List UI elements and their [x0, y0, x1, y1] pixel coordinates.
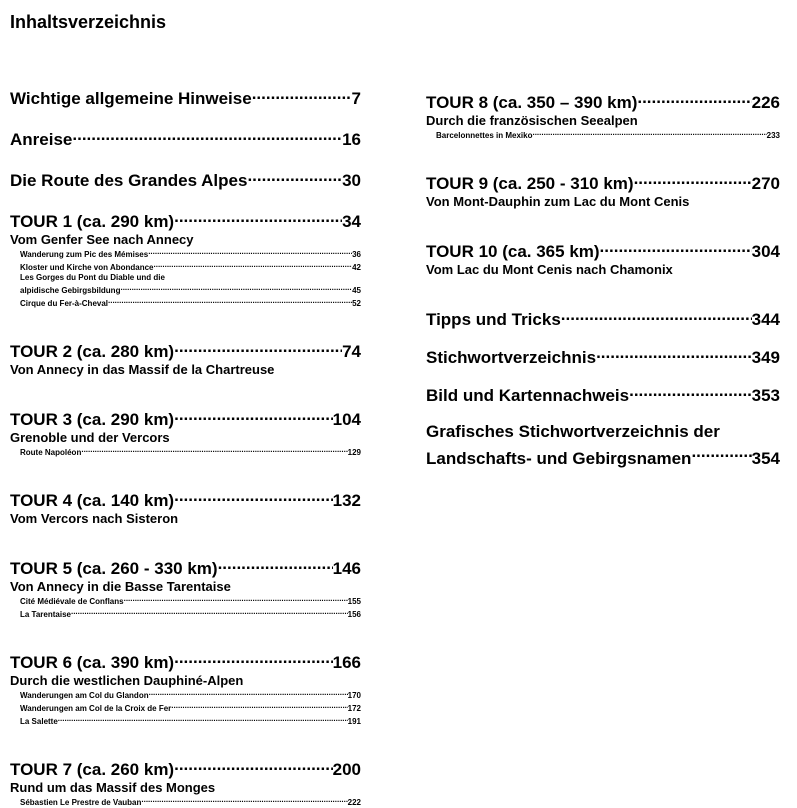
- subentry-title-line1: Les Gorges du Pont du Diable und die: [20, 273, 165, 282]
- dot-leader: [120, 283, 352, 293]
- entry-page: 74: [342, 342, 361, 361]
- entry-page: 354: [751, 449, 780, 468]
- subentry-page: 36: [352, 250, 361, 259]
- subentry-title: Wanderungen am Col de la Croix de Fer: [20, 704, 172, 713]
- entry-page: 34: [342, 212, 361, 231]
- entry-subtitle: Von Mont-Dauphin zum Lac du Mont Cenis: [426, 194, 690, 209]
- entry-title: TOUR 4 (ca. 140 km): [10, 491, 175, 510]
- dot-leader: [174, 486, 333, 506]
- dot-leader: [174, 648, 333, 668]
- toc-subentry[interactable]: [10, 445, 361, 458]
- dot-leader: [148, 247, 352, 257]
- entry-title: TOUR 10 (ca. 365 km): [426, 242, 600, 261]
- entry-subtitle: Durch die westlichen Dauphiné-Alpen: [10, 673, 244, 688]
- toc-entry-tour8[interactable]: [426, 88, 780, 141]
- entry-title: Die Route des Grandes Alpes: [10, 171, 248, 190]
- dot-leader: [532, 128, 766, 138]
- entry-subtitle: Durch die französischen Seealpen: [426, 113, 638, 128]
- subentry-page: 156: [347, 610, 361, 619]
- subentry-title: Route Napoléon: [20, 448, 82, 457]
- toc-subentry[interactable]: [10, 795, 361, 808]
- subentry-page: 52: [352, 299, 361, 308]
- toc-left-column: [10, 84, 361, 808]
- entry-title: TOUR 8 (ca. 350 – 390 km): [426, 93, 638, 112]
- entry-subtitle: Von Annecy in die Basse Tarentaise: [10, 579, 231, 594]
- dot-leader: [691, 444, 751, 464]
- dot-leader: [154, 260, 353, 270]
- toc-subentry[interactable]: [10, 260, 361, 273]
- toc-entry-tour2[interactable]: [10, 337, 361, 377]
- toc-entry-tour7[interactable]: [10, 755, 361, 808]
- subentry-title: Cité Médiévale de Conflans: [20, 597, 124, 606]
- toc-subentry[interactable]: [10, 688, 361, 701]
- entry-page: 7: [351, 89, 361, 108]
- entry-subtitle: Grenoble und der Vercors: [10, 430, 170, 445]
- dot-leader: [149, 688, 348, 698]
- entry-page: 226: [751, 93, 780, 112]
- subentry-page: 233: [766, 131, 780, 140]
- entry-title: Tipps und Tricks: [426, 310, 561, 329]
- toc-entry-stichwort[interactable]: [426, 343, 780, 368]
- entry-subtitle: Rund um das Massif des Monges: [10, 780, 216, 795]
- subentry-title: La Tarentaise: [20, 610, 71, 619]
- dot-leader: [218, 554, 333, 574]
- toc-entry-tour5[interactable]: [10, 554, 361, 620]
- toc-subentry[interactable]: [10, 701, 361, 714]
- entry-subtitle: Vom Vercors nach Sisteron: [10, 511, 179, 526]
- entry-page: 353: [751, 386, 780, 405]
- entry-title: TOUR 9 (ca. 250 - 310 km): [426, 174, 634, 193]
- entry-title: Bild und Kartennachweis: [426, 386, 630, 405]
- toc-subentry[interactable]: [10, 296, 361, 309]
- dot-leader: [171, 701, 347, 711]
- toc-entry-tour10[interactable]: [426, 237, 780, 277]
- dot-leader: [141, 795, 347, 805]
- toc-entry-tour4[interactable]: [10, 486, 361, 526]
- entry-page: 270: [751, 174, 780, 193]
- dot-leader: [58, 714, 348, 724]
- subentry-title: Barcelonnettes in Mexiko: [436, 131, 533, 140]
- entry-page: 132: [332, 491, 361, 510]
- entry-page: 200: [332, 760, 361, 779]
- subentry-page: 172: [347, 704, 361, 713]
- entry-title: TOUR 3 (ca. 290 km): [10, 410, 175, 429]
- toc-entry-anreise[interactable]: [10, 125, 361, 150]
- toc-entry-tour1[interactable]: [10, 207, 361, 309]
- entry-title: TOUR 5 (ca. 260 - 330 km): [10, 559, 218, 578]
- toc-entry-tipps[interactable]: [426, 305, 780, 330]
- dot-leader: [247, 166, 342, 186]
- entry-title: Stichwortverzeichnis: [426, 348, 597, 367]
- subentry-title: Wanderungen am Col du Glandon: [20, 691, 149, 700]
- subentry-title: La Salette: [20, 717, 58, 726]
- entry-page: 16: [342, 130, 361, 149]
- toc-subentry[interactable]: [10, 283, 361, 296]
- entry-title: TOUR 1 (ca. 290 km): [10, 212, 175, 231]
- toc-subentry[interactable]: [10, 714, 361, 727]
- subentry-page: 191: [347, 717, 361, 726]
- toc-right-column: [426, 88, 780, 471]
- dot-leader: [71, 607, 348, 617]
- dot-leader: [252, 84, 352, 104]
- subentry-page: 45: [352, 286, 361, 295]
- entry-title: Anreise: [10, 130, 73, 149]
- subentry-page: 222: [347, 798, 361, 807]
- dot-leader: [174, 337, 342, 357]
- toc-entry-hinweise[interactable]: [10, 84, 361, 109]
- entry-page: 166: [332, 653, 361, 672]
- toc-entry-bild[interactable]: [426, 381, 780, 406]
- entry-subtitle: Vom Lac du Mont Cenis nach Chamonix: [426, 262, 673, 277]
- toc-entry-tour3[interactable]: [10, 405, 361, 458]
- dot-leader: [634, 169, 752, 189]
- toc-entry-tour6[interactable]: [10, 648, 361, 727]
- dot-leader: [596, 343, 752, 363]
- entry-title: TOUR 6 (ca. 390 km): [10, 653, 175, 672]
- entry-page: 344: [751, 310, 780, 329]
- entry-title: Wichtige allgemeine Hinweise: [10, 89, 252, 108]
- dot-leader: [108, 296, 352, 306]
- dot-leader: [600, 237, 752, 257]
- dot-leader: [174, 207, 342, 227]
- entry-title: TOUR 2 (ca. 280 km): [10, 342, 175, 361]
- entry-title: Landschafts- und Gebirgsnamen: [426, 449, 692, 468]
- toc-subentry[interactable]: [10, 247, 361, 260]
- dot-leader: [81, 445, 347, 455]
- entry-title: TOUR 7 (ca. 260 km): [10, 760, 175, 779]
- entry-page: 349: [751, 348, 780, 367]
- entry-page: 304: [751, 242, 780, 261]
- toc-subentry[interactable]: [10, 607, 361, 620]
- subentry-page: 170: [347, 691, 361, 700]
- dot-leader: [629, 381, 752, 401]
- entry-subtitle: Vom Genfer See nach Annecy: [10, 232, 194, 247]
- toc-entry-tour9[interactable]: [426, 169, 780, 209]
- toc-entry-grafisch[interactable]: [426, 419, 780, 471]
- entry-page: 30: [342, 171, 361, 190]
- subentry-title: Wanderung zum Pic des Mémises: [20, 250, 149, 259]
- page-title: Inhaltsverzeichnis: [10, 12, 167, 32]
- entry-page: 104: [332, 410, 361, 429]
- toc-subentry[interactable]: [10, 594, 361, 607]
- dot-leader: [637, 88, 751, 108]
- subentry-title: alpidische Gebirgsbildung: [20, 286, 121, 295]
- dot-leader: [124, 594, 348, 604]
- subentry-page: 155: [347, 597, 361, 606]
- entry-title-line1: Grafisches Stichwortverzeichnis der: [426, 422, 720, 441]
- entry-page: 146: [332, 559, 361, 578]
- toc-entry-route[interactable]: [10, 166, 361, 191]
- toc-subentry[interactable]: [426, 128, 780, 141]
- dot-leader: [174, 755, 333, 775]
- entry-subtitle: Von Annecy in das Massif de la Chartreuse: [10, 362, 275, 377]
- dot-leader: [174, 405, 333, 425]
- subentry-page: 42: [352, 263, 361, 272]
- subentry-page: 129: [347, 448, 361, 457]
- subentry-title: Sébastien Le Prestre de Vauban: [20, 798, 142, 807]
- dot-leader: [561, 305, 752, 325]
- dot-leader: [72, 125, 342, 145]
- subentry-title: Cirque du Fer-à-Cheval: [20, 299, 109, 308]
- subentry-title: Kloster und Kirche von Abondance: [20, 263, 154, 272]
